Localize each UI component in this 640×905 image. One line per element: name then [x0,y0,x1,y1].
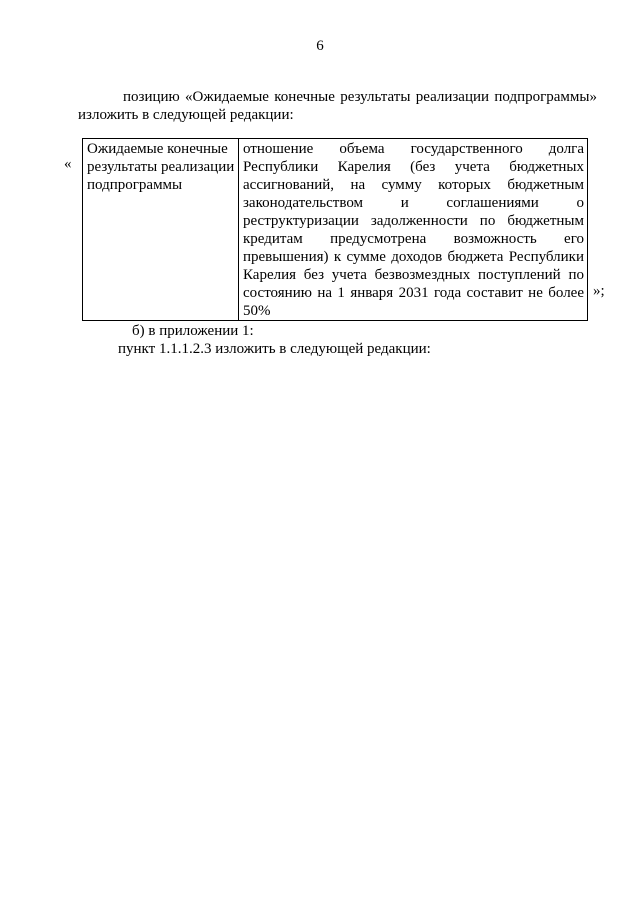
table-row [83,139,588,321]
intro-paragraph-continuation: изложить в следующей редакции: [78,107,294,123]
page-number: 6 [316,38,324,54]
intro-paragraph-line: позицию «Ожидаемые конечные результаты реализации подпрограммы» [123,89,597,105]
opening-quote-mark: « [64,156,72,172]
table-cell-value: отношение объема государственного долга Республики Карелия (без учета бюджетных ассигнований, на сумму которых бюджетным законодательством и соглашениями о реструктуризации задолженности по бюджетным кредитам предусмотрена возможность его превышения) к сумме доходов бюджета Республики Карелия без учета безвозмездных поступлений по состоянию на 1 января 2031 года составит не более 50% [239,139,588,321]
table-cell-label: Ожидаемые конечные результаты реализации подпрограммы [83,139,239,321]
appendix-item-instruction: пункт 1.1.1.2.3 изложить в следующей редакции: [118,341,431,357]
expected-results-table [82,138,588,321]
closing-quote-mark: »; [593,283,605,299]
appendix-item-heading: б) в приложении 1: [132,323,254,339]
